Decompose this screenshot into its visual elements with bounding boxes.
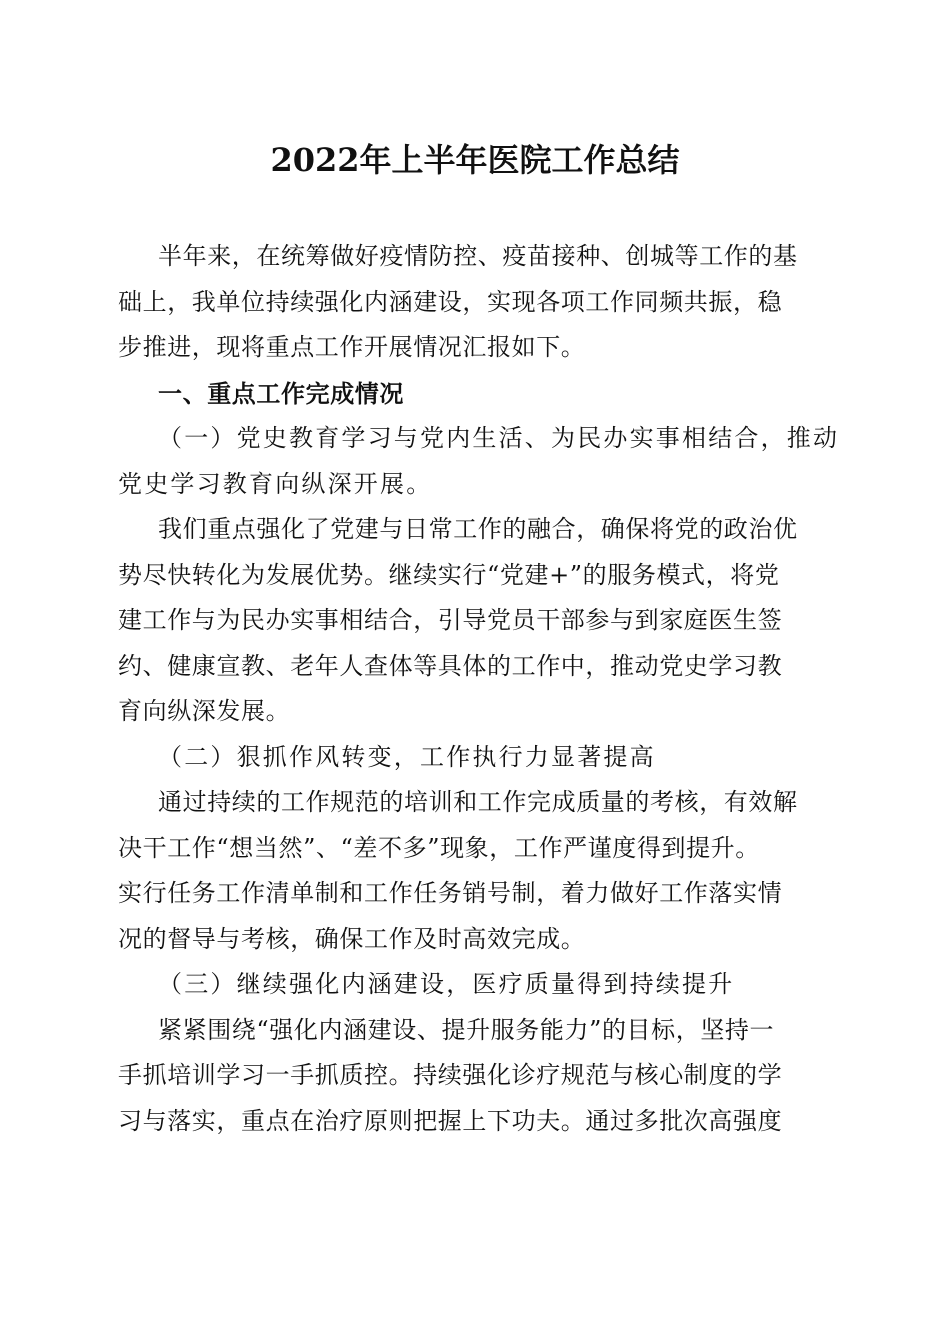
subsection-heading: （二）狠抓作风转变，工作执行力显著提高 [158,742,656,771]
paragraph-line: 通过持续的工作规范的培训和工作完成质量的考核，有效解 [158,788,798,816]
paragraph-line: 我们重点强化了党建与日常工作的融合，确保将党的政治优 [158,515,798,543]
section-heading: 一、重点工作完成情况 [158,378,404,408]
paragraph-line: 习与落实，重点在治疗原则把握上下功夫。通过多批次高强度 [118,1106,783,1135]
subsection-heading: （一）党史教育学习与党内生活、为民办实事相结合，推动 [158,424,840,452]
paragraph-line: 况的督导与考核，确保工作及时高效完成。 [118,924,586,953]
paragraph-line: 势尽快转化为发展优势。继续实行“党建+”的服务模式，将党 [118,560,780,589]
document-title: 2022年上半年医院工作总结 [270,141,680,179]
paragraph-line: 紧紧围绕“强化内涵建设、提升服务能力”的目标，坚持一 [158,1015,775,1044]
paragraph-line: 础上，我单位持续强化内涵建设，实现各项工作同频共振，稳 [118,287,783,316]
paragraph-line: 实行任务工作清单制和工作任务销号制，着力做好工作落实情 [118,879,783,907]
subsection-heading: （三）继续强化内涵建设，医疗质量得到持续提升 [158,970,735,998]
paragraph-line: 决干工作“想当然”、“差不多”现象，工作严谨度得到提升。 [118,833,760,862]
document-body [118,234,840,1144]
paragraph-line: 约、健康宣教、老年人查体等具体的工作中，推动党史学习教 [118,651,783,680]
paragraph-line: 步推进，现将重点工作开展情况汇报如下。 [118,333,586,361]
subsection-heading-continued: 党史学习教育向纵深开展。 [118,469,433,498]
paragraph-line: 手抓培训学习一手抓质控。持续强化诊疗规范与核心制度的学 [118,1061,783,1089]
paragraph-line: 育向纵深发展。 [118,697,291,725]
paragraph-line: 半年来，在统筹做好疫情防控、疫苗接种、创城等工作的基 [158,242,798,270]
paragraph-line: 建工作与为民办实事相结合，引导党员干部参与到家庭医生签 [118,606,783,634]
